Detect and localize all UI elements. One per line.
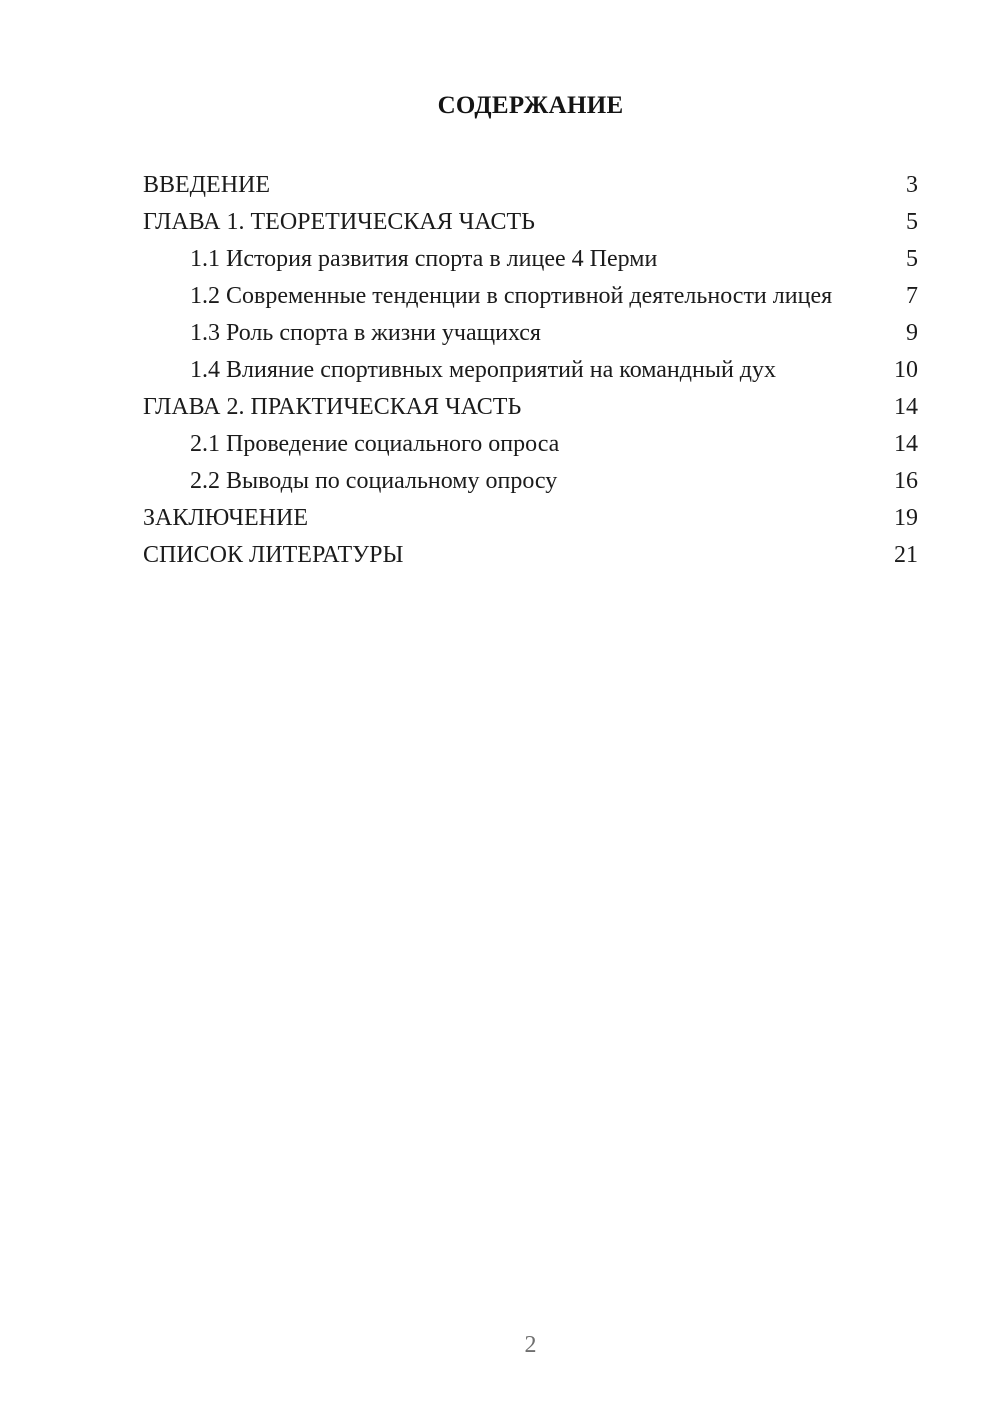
toc-entry bbox=[143, 468, 918, 495]
toc-entry-label: ЗАКЛЮЧЕНИЕ bbox=[143, 505, 308, 531]
toc-entry-label: ГЛАВА 1. ТЕОРЕТИЧЕСКАЯ ЧАСТЬ bbox=[143, 209, 535, 235]
toc-entry-page-number: 21 bbox=[894, 542, 918, 568]
toc-entry-label: ВВЕДЕНИЕ bbox=[143, 172, 271, 198]
toc-entry-label: 2.2 Выводы по социальному опросу bbox=[190, 468, 558, 494]
toc-entry bbox=[143, 172, 918, 199]
toc-entry-page-number: 19 bbox=[894, 505, 918, 531]
toc-entry-page-number: 14 bbox=[894, 394, 918, 420]
toc-entry-page-number: 16 bbox=[894, 468, 918, 494]
toc-entry-page-number: 10 bbox=[894, 357, 918, 383]
toc-entry bbox=[143, 505, 918, 532]
toc-entry-label: 2.1 Проведение социального опроса bbox=[190, 431, 560, 457]
toc-entry-label: ГЛАВА 2. ПРАКТИЧЕСКАЯ ЧАСТЬ bbox=[143, 394, 522, 420]
toc-entry bbox=[143, 542, 918, 569]
toc-entry bbox=[143, 209, 918, 236]
toc-entry bbox=[143, 394, 918, 421]
toc-entry-page-number: 14 bbox=[894, 431, 918, 457]
toc-entry-label: 1.4 Влияние спортивных мероприятий на командный дух bbox=[190, 357, 776, 383]
toc-entry-page-number: 9 bbox=[906, 320, 918, 346]
toc-entry-page-number: 3 bbox=[906, 172, 918, 198]
toc-entry-label: 1.1 История развития спорта в лицее 4 Перми bbox=[190, 246, 658, 272]
toc-entry-label: СПИСОК ЛИТЕРАТУРЫ bbox=[143, 542, 404, 568]
table-of-contents bbox=[143, 172, 918, 579]
page-title: СОДЕРЖАНИЕ bbox=[437, 92, 624, 119]
toc-entry bbox=[143, 320, 918, 347]
footer-page-number: 2 bbox=[524, 1332, 537, 1358]
toc-entry-label: 1.3 Роль спорта в жизни учащихся bbox=[190, 320, 541, 346]
toc-entry bbox=[143, 283, 918, 310]
toc-entry bbox=[143, 357, 918, 384]
toc-entry-page-number: 5 bbox=[906, 209, 918, 235]
toc-entry-page-number: 7 bbox=[906, 283, 918, 309]
toc-entry bbox=[143, 246, 918, 273]
toc-entry-page-number: 5 bbox=[906, 246, 918, 272]
toc-entry bbox=[143, 431, 918, 458]
toc-entry-label: 1.2 Современные тенденции в спортивной деятельности лицея bbox=[190, 283, 833, 309]
